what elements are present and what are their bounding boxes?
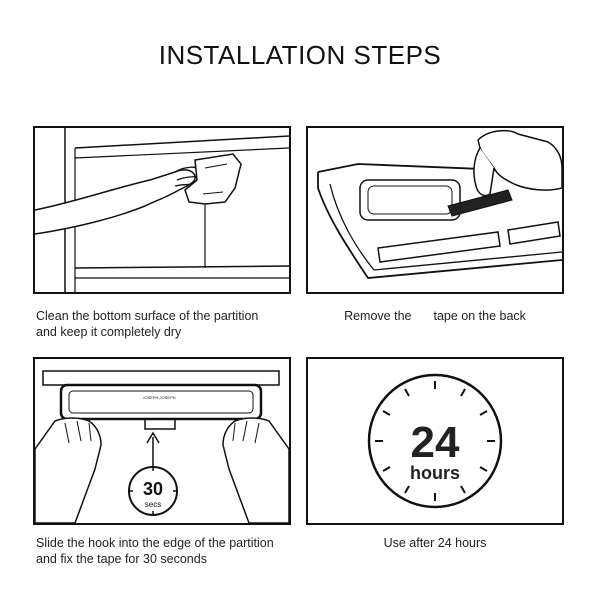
clock-icon xyxy=(308,359,562,523)
step-1-caption xyxy=(36,308,296,340)
step-3-caption xyxy=(36,535,306,567)
clock-unit: hours xyxy=(409,463,461,483)
cleaning-hand-illustration xyxy=(35,128,289,292)
remove-tape-illustration xyxy=(308,128,562,292)
step-1-caption-line-1: Clean the bottom surface of the partition xyxy=(36,309,259,323)
clock-value: 24 xyxy=(410,418,460,467)
page-title: INSTALLATION STEPS xyxy=(158,40,442,70)
step-1-caption-line-2: and keep it completely dry xyxy=(36,325,182,339)
step-4-illustration xyxy=(306,357,564,525)
step-1-illustration xyxy=(33,126,291,294)
step-2-caption-after: tape on the back xyxy=(433,309,526,323)
step-2-caption-before: Remove the xyxy=(344,309,412,323)
step-2-illustration xyxy=(306,126,564,294)
timer-unit: secs xyxy=(144,500,162,509)
step-3-caption-line-2: and fix the tape for 30 seconds xyxy=(36,552,207,566)
step-4-caption: Use after 24 hours xyxy=(383,536,487,550)
step-3-caption-line-1: Slide the hook into the edge of the partition xyxy=(36,536,274,550)
step-2-caption xyxy=(306,308,564,324)
timer-value: 30 xyxy=(142,479,164,499)
slide-hook-illustration xyxy=(35,359,289,523)
step-3-illustration xyxy=(33,357,291,525)
brand-logo-text: JOSEPH JOSEPH xyxy=(142,395,176,400)
